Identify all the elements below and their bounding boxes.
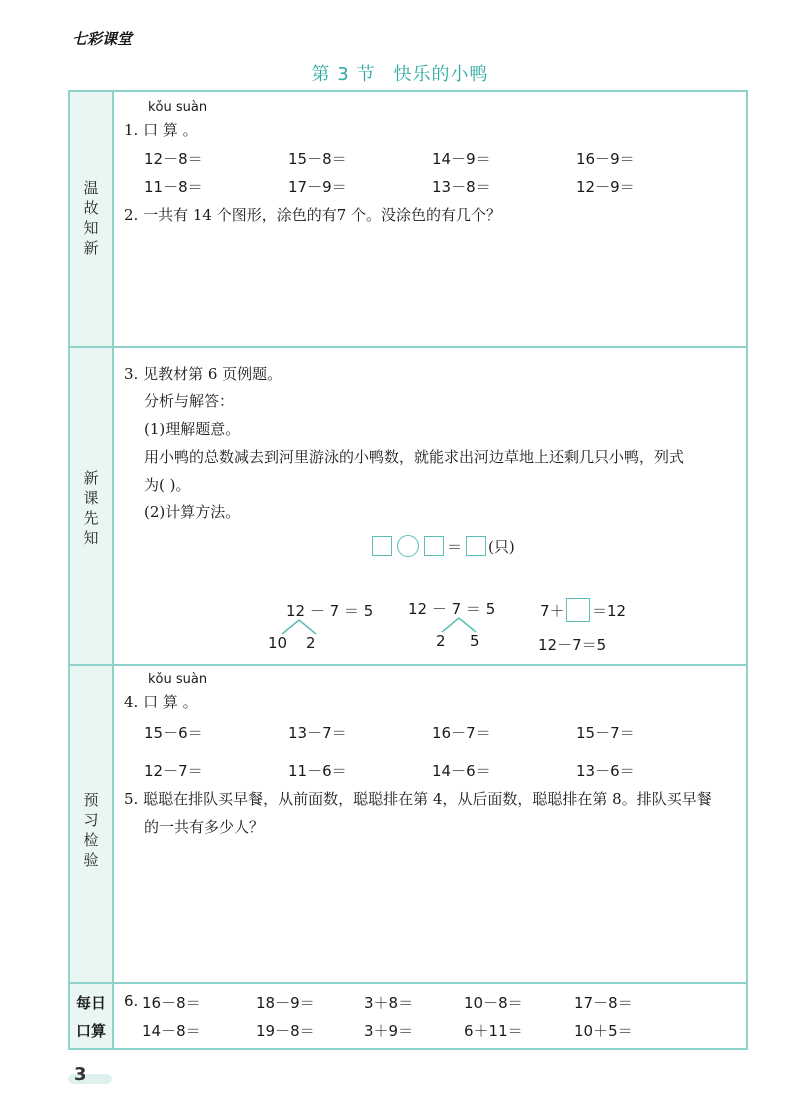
- instruction-line-2: 为( )。: [144, 476, 191, 494]
- section-label-review: 温 故 知 新: [83, 179, 99, 257]
- pinyin-kousuan: kǒu suàn: [148, 672, 208, 687]
- section-label-column: [70, 666, 114, 982]
- problem: 10－8＝: [464, 994, 523, 1012]
- problem: 12－9＝: [576, 178, 635, 196]
- section-label-preview: 预 习 检 验: [83, 791, 99, 869]
- problem: 3＋8＝: [364, 994, 414, 1012]
- section-content: [114, 92, 746, 346]
- answer-box[interactable]: [372, 536, 392, 556]
- problem: 13－7＝: [288, 724, 347, 742]
- section-preview: [70, 666, 746, 984]
- section-daily: [70, 984, 746, 1048]
- problem: 16－9＝: [576, 150, 635, 168]
- question-4-title: 4. 口 算 。: [124, 693, 198, 711]
- method-3-line-2: 12－7＝5: [538, 636, 607, 654]
- problem: 3＋9＝: [364, 1022, 414, 1040]
- section-title: 快乐的小鸭: [393, 64, 489, 85]
- page-title: [0, 60, 800, 86]
- section-new: [70, 348, 746, 666]
- problem: 17－9＝: [288, 178, 347, 196]
- section-number: 第 3 节: [311, 64, 376, 85]
- problem: 12－7＝: [144, 762, 203, 780]
- answer-box[interactable]: [466, 536, 486, 556]
- problem: 16－8＝: [142, 994, 201, 1012]
- analysis-heading: 分析与解答：: [144, 392, 235, 410]
- daily-label-line-2: 口算: [75, 1022, 106, 1040]
- pinyin-kousuan: kǒu suàn: [148, 100, 208, 115]
- section-content: [114, 666, 746, 982]
- problem: 19－8＝: [256, 1022, 315, 1040]
- instruction-line-1: 用小鸭的总数减去到河里游泳的小鸭数，就能求出河边草地上还剩几只小鸭，列式: [144, 448, 685, 466]
- problem: 12－8＝: [144, 150, 203, 168]
- method-3-prefix: 7＋: [540, 602, 565, 620]
- step-2: (2)计算方法。: [144, 503, 241, 521]
- method-3-suffix: ＝12: [592, 602, 627, 620]
- method-2-split-right: 5: [470, 632, 480, 650]
- equals-sign: ＝: [447, 538, 463, 556]
- method-1-split-right: 2: [306, 634, 316, 652]
- method-1-equation: 12 － 7 ＝ 5: [286, 602, 374, 620]
- operator-circle[interactable]: [397, 535, 419, 557]
- problem: 16－7＝: [432, 724, 491, 742]
- worksheet: [68, 90, 748, 1050]
- step-1: (1)理解题意。: [144, 420, 241, 438]
- unit-label: (只): [488, 538, 515, 556]
- question-3: 3. 见教材第 6 页例题。: [124, 365, 283, 383]
- problem: 13－8＝: [432, 178, 491, 196]
- problem: 14－6＝: [432, 762, 491, 780]
- problem: 17－8＝: [574, 994, 633, 1012]
- problem: 13－6＝: [576, 762, 635, 780]
- question-5-line-1: 5. 聪聪在排队买早餐，从前面数，聪聪排在第 4，从后面数，聪聪排在第 8。排队买早餐: [124, 790, 712, 808]
- problem: 11－8＝: [144, 178, 203, 196]
- section-label-column: [70, 92, 114, 346]
- page-number: 3: [74, 1064, 87, 1085]
- problem: 11－6＝: [288, 762, 347, 780]
- section-label-new: 新 课 先 知: [83, 469, 99, 547]
- section-label-column: [70, 348, 114, 664]
- section-review: [70, 92, 746, 348]
- section-content: [114, 984, 746, 1048]
- question-1-title: 1. 口 算 。: [124, 121, 198, 139]
- problem: 15－8＝: [288, 150, 347, 168]
- question-5-line-2: 的一共有多少人？: [144, 818, 265, 836]
- problem: 14－9＝: [432, 150, 491, 168]
- problem: 18－9＝: [256, 994, 315, 1012]
- method-1-split-left: 10: [268, 634, 288, 652]
- brand-logo: 七彩课堂: [72, 30, 133, 48]
- daily-label-line-1: 每日: [75, 994, 106, 1012]
- method-2-equation: 12 － 7 ＝ 5: [408, 600, 496, 618]
- problem: 14－8＝: [142, 1022, 201, 1040]
- answer-box[interactable]: [424, 536, 444, 556]
- section-content: [114, 348, 746, 664]
- method-2-split-left: 2: [436, 632, 446, 650]
- section-label-column: [70, 984, 114, 1048]
- problem: 15－7＝: [576, 724, 635, 742]
- problem: 6＋11＝: [464, 1022, 523, 1040]
- problem: 10＋5＝: [574, 1022, 633, 1040]
- question-6-number: 6.: [124, 992, 139, 1010]
- problem: 15－6＝: [144, 724, 203, 742]
- question-2: 2. 一共有 14 个图形，涂色的有7 个。没涂色的有几个？: [124, 206, 502, 224]
- answer-box[interactable]: [566, 598, 590, 622]
